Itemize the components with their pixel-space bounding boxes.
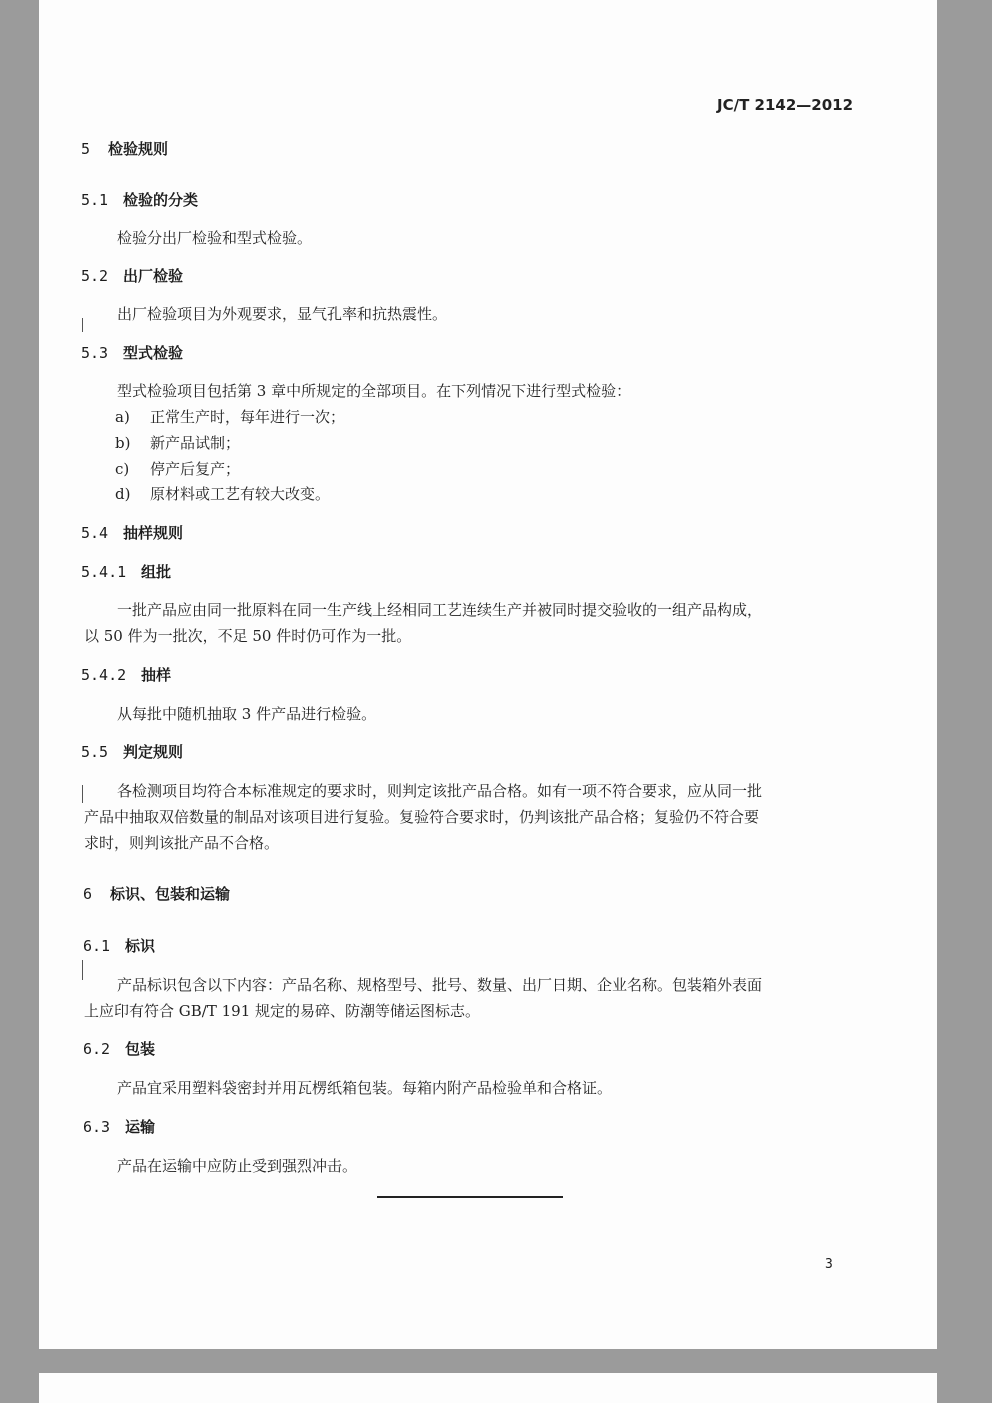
section-5-2-heading: [81, 266, 183, 286]
paragraph: 出厂检验项目为外观要求，显气孔率和抗热震性。: [117, 305, 448, 323]
section-number: 5.4: [81, 524, 109, 542]
page-number: 3: [825, 1257, 833, 1272]
paragraph-line: 各检测项目均符合本标准规定的要求时，则判定该批产品合格。如有一项不符合要求，应从同一批: [117, 782, 763, 800]
section-5-4-heading: [81, 523, 183, 543]
list-item-text: 正常生产时，每年进行一次；: [150, 408, 346, 426]
paragraph-line: 以 50 件为一批次，不足 50 件时仍可作为一批。: [84, 627, 412, 645]
section-number: 5.4.2: [81, 666, 127, 684]
end-rule: [377, 1196, 563, 1198]
section-title: 运输: [125, 1118, 156, 1136]
scan-mark: [82, 785, 83, 803]
list-item: [115, 407, 345, 427]
section-number: 5.4.1: [81, 563, 127, 581]
list-item: [115, 484, 330, 504]
section-number: 6: [83, 885, 93, 903]
scan-mark: [82, 960, 83, 980]
paragraph: 从每批中随机抽取 3 件产品进行检验。: [117, 705, 377, 723]
section-5-5-heading: [81, 742, 183, 762]
section-5-4-1-heading: [81, 562, 171, 582]
section-5-4-2-heading: [81, 665, 171, 685]
section-6-heading: [83, 884, 230, 904]
section-5-1-heading: [81, 190, 198, 210]
paragraph-line: 上应印有符合 GB/T 191 规定的易碎、防潮等储运图标志。: [84, 1002, 481, 1020]
paragraph-line: 产品标识包含以下内容：产品名称、规格型号、批号、数量、出厂日期、企业名称。包装箱外表面: [117, 976, 763, 994]
list-marker: d): [115, 485, 131, 503]
paragraph-line: 产品中抽取双倍数量的制品对该项目进行复验。复验符合要求时，仍判该批产品合格；复验仍不符合要: [84, 808, 760, 826]
list-item-text: 新产品试制；: [150, 434, 241, 452]
list-marker: a): [115, 408, 130, 426]
section-title: 出厂检验: [123, 267, 184, 285]
section-number: 5.2: [81, 267, 109, 285]
list-item: [115, 433, 240, 453]
document-page: [39, 0, 937, 1349]
section-title: 组批: [141, 563, 172, 581]
paragraph: 产品在运输中应防止受到强烈冲击。: [117, 1157, 358, 1175]
section-title: 型式检验: [123, 344, 184, 362]
section-6-2-heading: [83, 1039, 155, 1059]
list-item: [115, 459, 240, 479]
paragraph-line: 一批产品应由同一批原料在同一生产线上经相同工艺连续生产并被同时提交验收的一组产品构成，: [117, 601, 763, 619]
list-item-text: 原材料或工艺有较大改变。: [150, 485, 331, 503]
section-5-3-heading: [81, 343, 183, 363]
section-number: 5.5: [81, 743, 109, 761]
section-title: 包装: [125, 1040, 156, 1058]
next-page-edge: [39, 1373, 937, 1403]
section-number: 6.1: [83, 937, 111, 955]
list-marker: c): [115, 460, 130, 478]
scan-mark: [82, 318, 83, 332]
document-code: JC/T 2142—2012: [717, 96, 854, 114]
section-title: 标识、包装和运输: [110, 885, 231, 903]
section-title: 抽样: [141, 666, 172, 684]
section-title: 判定规则: [123, 743, 184, 761]
section-number: 5.3: [81, 344, 109, 362]
section-6-3-heading: [83, 1117, 155, 1137]
paragraph-line: 求时，则判该批产品不合格。: [84, 834, 280, 852]
section-number: 6.3: [83, 1118, 111, 1136]
section-number: 5.1: [81, 191, 109, 209]
section-6-1-heading: [83, 936, 155, 956]
section-title: 抽样规则: [123, 524, 184, 542]
section-title: 检验规则: [108, 140, 169, 158]
section-title: 标识: [125, 937, 156, 955]
section-number: 6.2: [83, 1040, 111, 1058]
section-5-heading: [81, 139, 168, 159]
paragraph: 型式检验项目包括第 3 章中所规定的全部项目。在下列情况下进行型式检验：: [117, 382, 632, 400]
list-item-text: 停产后复产；: [150, 460, 241, 478]
list-marker: b): [115, 434, 131, 452]
paragraph: 检验分出厂检验和型式检验。: [117, 229, 313, 247]
section-title: 检验的分类: [123, 191, 199, 209]
paragraph: 产品宜采用塑料袋密封并用瓦楞纸箱包装。每箱内附产品检验单和合格证。: [117, 1079, 613, 1097]
section-number: 5: [81, 140, 91, 158]
